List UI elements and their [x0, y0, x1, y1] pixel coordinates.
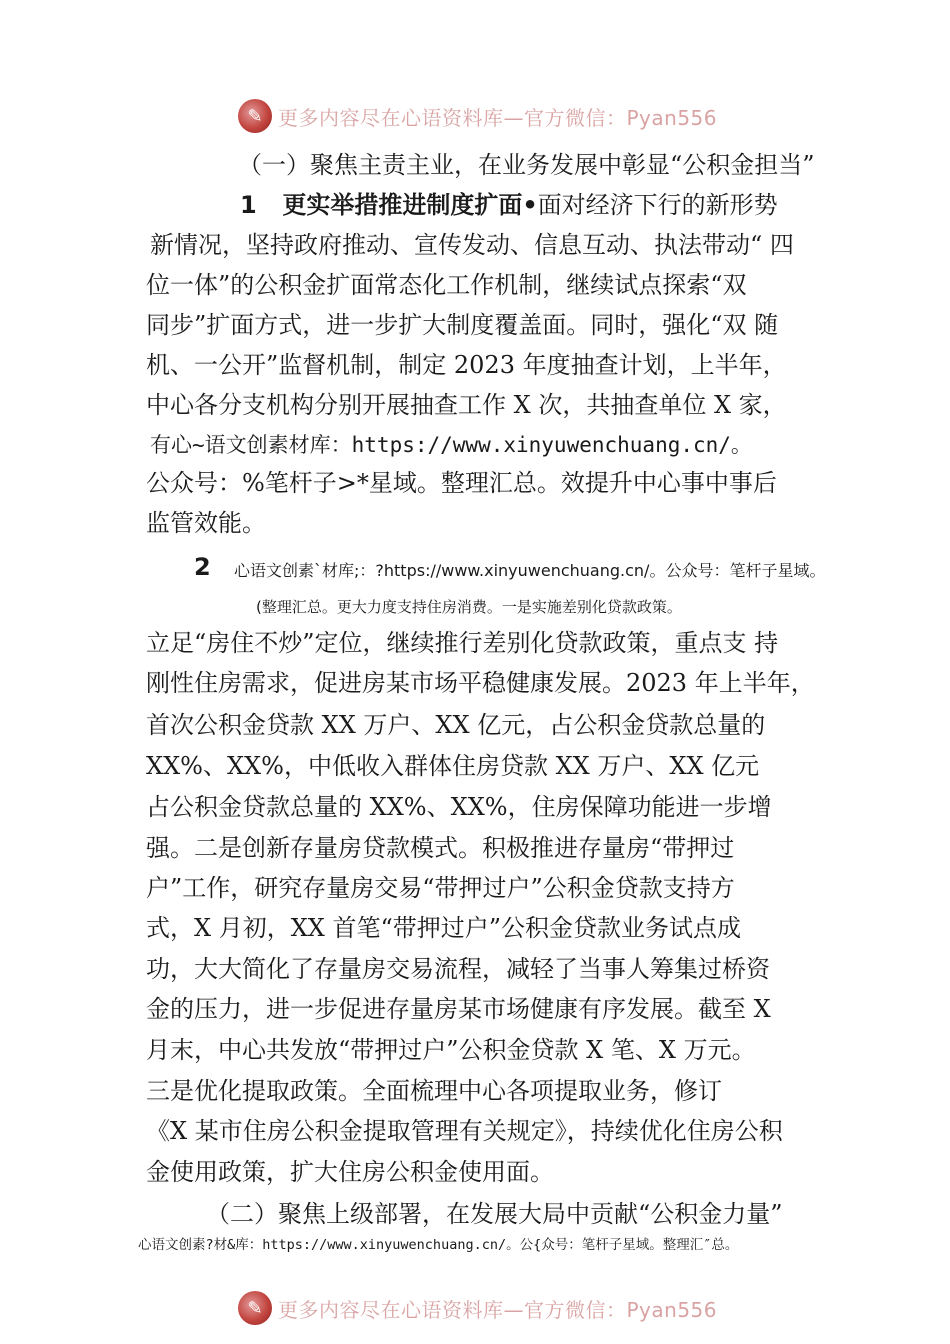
- section-heading-1: （一）聚焦主责主业，在业务发展中彰显“公积金担当”: [238, 151, 815, 179]
- item1-number: 1: [240, 191, 257, 219]
- watermark-text: 更多内容尽在心语资料库—官方微信：Pyan556: [278, 105, 718, 130]
- item2-note-line: 心语文创素`材库;：?https://www.xinyuwenchuang.cn/。公众号：笔杆子星域。: [234, 561, 826, 580]
- item1-line: 公众号：%笔杆子>*星域。整理汇总。效提升中心事中事后: [146, 469, 777, 497]
- watermark-banner-bottom: [238, 1288, 738, 1328]
- item2-line: XX%、XX%，中低收入群体住房贷款 XX 万户、XX 亿元: [146, 752, 760, 780]
- section-heading-2: （二）聚焦上级部署，在发展大局中贡献“公积金力量”: [206, 1200, 783, 1228]
- item1-line: 监管效能。: [146, 509, 266, 537]
- item1-line: 中心各分支机构分别开展抽查工作 X 次，共抽查单位 X 家，: [146, 391, 787, 419]
- item2-number: 2: [194, 553, 211, 581]
- item2-line: 金使用政策，扩大住房公积金使用面。: [146, 1158, 554, 1186]
- item2-line: 月末，中心共发放“带押过户”公积金贷款 X 笔、X 万元。: [146, 1036, 756, 1064]
- watermark-banner-top: [238, 96, 738, 136]
- footer-watermark-note: 心语文创素?材&库：https://www.xinyuwenchuang.cn/。公{众号：笔杆子星域。整理汇″总。: [138, 1237, 739, 1253]
- item1-line-watermark: 有心~语文创素材库：https://www.xinyuwenchuang.cn/。: [150, 433, 752, 457]
- item2-line: 三是优化提取政策。全面梳理中心各项提取业务，修订: [146, 1077, 722, 1105]
- item1-line: 位一体”的公积金扩面常态化工作机制，继续试点探索“双: [146, 271, 747, 299]
- seal-icon: ✎: [238, 99, 272, 133]
- item2-line: 强。二是创新存量房贷款模式。积极推进存量房“带押过: [146, 834, 735, 862]
- item2-line: 刚性住房需求，促进房某市场平稳健康发展。2023 年上半年，: [146, 669, 815, 697]
- item1-first-line: [240, 190, 778, 220]
- item1-line: 机、一公开”监督机制，制定 2023 年度抽查计划，上半年，: [146, 351, 787, 379]
- item2-line: 金的压力，进一步促进存量房某市场健康有序发展。截至 X: [146, 995, 771, 1023]
- item1-title: 更实举措推进制度扩面•: [282, 191, 538, 219]
- item2-line: 户”工作，研究存量房交易“带押过户”公积金贷款支持方: [146, 874, 735, 902]
- item2-line: 首次公积金贷款 XX 万户、XX 亿元，占公积金贷款总量的: [146, 711, 766, 739]
- seal-icon: ✎: [238, 1291, 272, 1325]
- watermark-text: 更多内容尽在心语资料库—官方微信：Pyan556: [278, 1297, 718, 1322]
- item1-line: 新情况，坚持政府推动、宣传发动、信息互动、执法带动“ 四: [150, 231, 794, 259]
- item2-line: 功，大大简化了存量房交易流程，减轻了当事人筹集过桥资: [146, 955, 770, 983]
- item1-line: 面对经济下行的新形势: [537, 191, 778, 219]
- item1-line: 同步”扩面方式，进一步扩大制度覆盖面。同时，强化“双 随: [146, 311, 779, 339]
- item2-line: 占公积金贷款总量的 XX%、XX%，住房保障功能进一步增: [146, 793, 772, 821]
- item2-line: 立足“房住不炒”定位，继续推行差别化贷款政策，重点支 持: [146, 629, 779, 657]
- item2-line: 《X 某市住房公积金提取管理有关规定》，持续优化住房公积: [146, 1117, 783, 1145]
- item2-line: 式，X 月初，XX 首笔“带押过户”公积金贷款业务试点成: [146, 914, 742, 942]
- item2-note-line: (整理汇总。更大力度支持住房消费。一是实施差别化贷款政策。: [256, 598, 682, 616]
